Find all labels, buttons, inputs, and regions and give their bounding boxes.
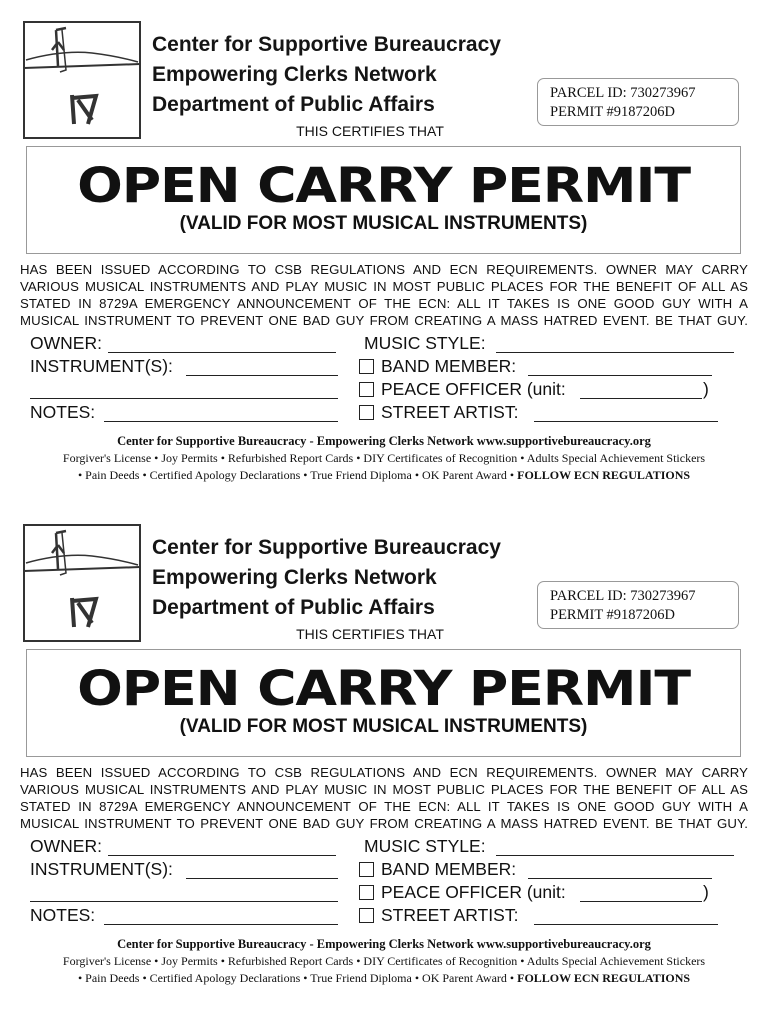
permit-number: PERMIT #9187206D (550, 607, 676, 623)
footer-products: • Pain Deeds • Certified Apology Declarations • True Friend Diploma • OK Parent Award • (77, 468, 518, 482)
permit-number: PERMIT #9187206D (550, 104, 676, 120)
description-line: HAS BEEN ISSUED ACCORDING TO CSB REGULATIONS AND ECN REQUIREMENTS. OWNER MAY CARRY (20, 262, 748, 277)
title-box (26, 649, 741, 757)
owner-label: OWNER: (30, 836, 102, 856)
footer-line (0, 970, 768, 987)
street-artist-checkbox[interactable] (359, 908, 374, 923)
street-artist-label: STREET ARTIST: (381, 402, 519, 422)
footer-line: Center for Supportive Bureaucracy - Empowering Clerks Network www.supportivebureaucracy.org (117, 434, 651, 448)
footer-line: Forgiver's License • Joy Permits • Refurbished Report Cards • DIY Certificates of Recognition • Adults Special Achievement Stickers (62, 954, 706, 968)
peace-officer-line[interactable] (580, 398, 702, 399)
street-artist-label: STREET ARTIST: (381, 905, 519, 925)
id-box (537, 581, 739, 629)
band-member-label: BAND MEMBER: (381, 356, 517, 376)
street-artist-line[interactable] (534, 924, 718, 925)
description (20, 261, 748, 329)
parcel-id: PARCEL ID: 730273967 (550, 588, 696, 604)
org-line: Empowering Clerks Network (152, 63, 437, 86)
parcel-id: PARCEL ID: 730273967 (550, 85, 696, 101)
permit-title: OPEN CARRY PERMIT (77, 158, 690, 214)
peace-officer-close: ) (703, 882, 709, 902)
footer-line (0, 467, 768, 484)
description-line: MUSICAL INSTRUMENT TO PREVENT ONE BAD GUY FROM CREATING A MASS HATRED EVENT. BE THAT GUY. (20, 313, 748, 328)
instruments-line-2[interactable] (30, 398, 338, 399)
street-artist-checkbox[interactable] (359, 405, 374, 420)
band-member-checkbox[interactable] (359, 359, 374, 374)
org-heading (152, 533, 552, 623)
org-line: Center for Supportive Bureaucracy (152, 33, 501, 56)
peace-officer-checkbox[interactable] (359, 885, 374, 900)
notes-label: NOTES: (30, 402, 96, 422)
id-box (537, 78, 739, 126)
footer-line: Center for Supportive Bureaucracy - Empowering Clerks Network www.supportivebureaucracy.org (117, 937, 651, 951)
instruments-line[interactable] (186, 878, 338, 879)
description-line: VARIOUS MUSICAL INSTRUMENTS AND PLAY MUSIC IN MOST PUBLIC PLACES FOR THE BENEFIT OF ALL AS (20, 279, 748, 294)
description-line: STATED IN 8729A EMERGENCY ANNOUNCEMENT OF THE ECN: ALL IT TAKES IS ONE GOOD GUY WITH A (20, 799, 748, 814)
description-line: VARIOUS MUSICAL INSTRUMENTS AND PLAY MUSIC IN MOST PUBLIC PLACES FOR THE BENEFIT OF ALL AS (20, 782, 748, 797)
permit-card (0, 12, 768, 512)
band-member-line[interactable] (528, 878, 712, 879)
description (20, 764, 748, 832)
music-style-label: MUSIC STYLE: (364, 333, 486, 353)
footer-regulations: FOLLOW ECN REGULATIONS (517, 468, 691, 482)
notes-line[interactable] (104, 421, 338, 422)
band-member-label: BAND MEMBER: (381, 859, 517, 879)
org-line: Center for Supportive Bureaucracy (152, 536, 501, 559)
street-artist-line[interactable] (534, 421, 718, 422)
description-line: HAS BEEN ISSUED ACCORDING TO CSB REGULATIONS AND ECN REQUIREMENTS. OWNER MAY CARRY (20, 765, 748, 780)
instruments-label: INSTRUMENT(S): (30, 356, 173, 376)
owner-line[interactable] (108, 352, 336, 353)
notes-line[interactable] (104, 924, 338, 925)
description-line: MUSICAL INSTRUMENT TO PREVENT ONE BAD GUY FROM CREATING A MASS HATRED EVENT. BE THAT GUY. (20, 816, 748, 831)
ecn-logo-icon (22, 20, 142, 140)
peace-officer-line[interactable] (580, 901, 702, 902)
footer-products: • Pain Deeds • Certified Apology Declarations • True Friend Diploma • OK Parent Award • (77, 971, 518, 985)
description-line: STATED IN 8729A EMERGENCY ANNOUNCEMENT OF THE ECN: ALL IT TAKES IS ONE GOOD GUY WITH A (20, 296, 748, 311)
peace-officer-label: PEACE OFFICER (unit: (381, 379, 566, 399)
music-style-label: MUSIC STYLE: (364, 836, 486, 856)
notes-label: NOTES: (30, 905, 96, 925)
band-member-line[interactable] (528, 375, 712, 376)
music-style-line[interactable] (496, 352, 734, 353)
music-style-line[interactable] (496, 855, 734, 856)
band-member-checkbox[interactable] (359, 862, 374, 877)
certifies-text: THIS CERTIFIES THAT (296, 626, 444, 642)
ecn-logo-icon (22, 523, 142, 643)
footer (0, 432, 768, 484)
org-line: Department of Public Affairs (152, 596, 435, 619)
certifies-text: THIS CERTIFIES THAT (296, 123, 444, 139)
instruments-label: INSTRUMENT(S): (30, 859, 173, 879)
permit-card (0, 515, 768, 1015)
org-heading (152, 30, 552, 120)
permit-title: OPEN CARRY PERMIT (77, 661, 690, 717)
org-line: Department of Public Affairs (152, 93, 435, 116)
peace-officer-checkbox[interactable] (359, 382, 374, 397)
footer (0, 935, 768, 987)
footer-regulations: FOLLOW ECN REGULATIONS (517, 971, 691, 985)
org-line: Empowering Clerks Network (152, 566, 437, 589)
peace-officer-label: PEACE OFFICER (unit: (381, 882, 566, 902)
permit-subtitle: (VALID FOR MOST MUSICAL INSTRUMENTS) (179, 716, 588, 737)
permit-subtitle: (VALID FOR MOST MUSICAL INSTRUMENTS) (179, 213, 588, 234)
title-box (26, 146, 741, 254)
instruments-line[interactable] (186, 375, 338, 376)
owner-label: OWNER: (30, 333, 102, 353)
peace-officer-close: ) (703, 379, 709, 399)
footer-line: Forgiver's License • Joy Permits • Refurbished Report Cards • DIY Certificates of Recognition • Adults Special Achievement Stickers (62, 451, 706, 465)
owner-line[interactable] (108, 855, 336, 856)
instruments-line-2[interactable] (30, 901, 338, 902)
